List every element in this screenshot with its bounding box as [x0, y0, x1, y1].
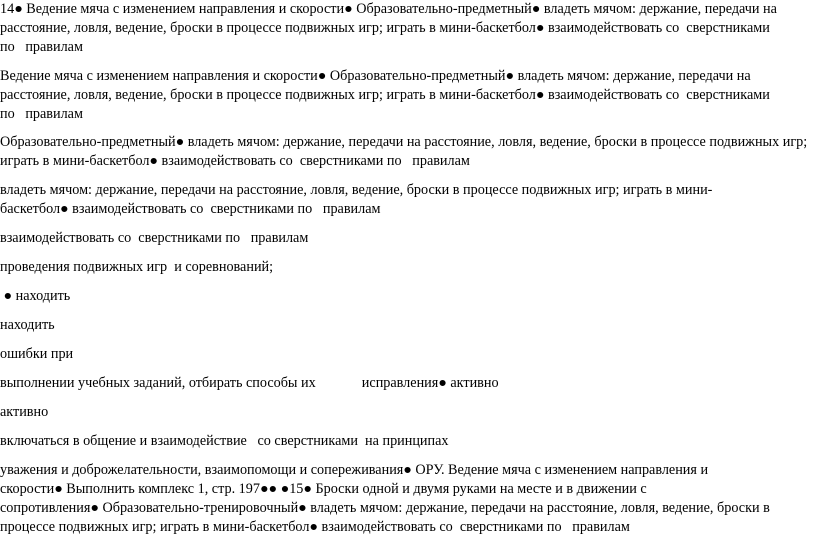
text-line-8: играть в мини-баскетбол● взаимодействовать со сверстниками по правилам	[0, 153, 470, 169]
text-line-7: Образовательно-предметный● владеть мячом: держание, передачи на расстояние, ловля, ведение, броски в процессе подвижных игр;	[0, 134, 808, 150]
text-line-17: активно	[0, 404, 49, 420]
text-line-19: уважения и доброжелательности, взаимопомощи и сопереживания● ОРУ. Ведение мяча с изменением направления и	[0, 462, 709, 478]
text-line-12: проведения подвижных игр и соревнований;	[0, 259, 274, 275]
text-line-15: ошибки при	[0, 346, 74, 362]
text-line-11: взаимодействовать со сверстниками по правилам	[0, 230, 309, 246]
text-line-5: расстояние, ловля, ведение, броски в процессе подвижных игр; играть в мини-баскетбол● взаимодействовать со сверстниками	[0, 87, 770, 103]
text-line-22: процессе подвижных игр; играть в мини-баскетбол● взаимодействовать со сверстниками по правилам	[0, 519, 630, 535]
text-line-6: по правилам	[0, 106, 83, 122]
text-line-14: находить	[0, 317, 55, 333]
text-line-9: владеть мячом: держание, передачи на расстояние, ловля, ведение, броски в процессе подвижных игр; играть в мини-	[0, 182, 713, 198]
text-line-20: скорости● Выполнить комплекс 1, стр. 197●● ●15● Броски одной и двумя руками на месте и в движении с	[0, 481, 647, 497]
text-line-18: включаться в общение и взаимодействие со сверстниками на принципах	[0, 433, 449, 449]
text-line-21: сопротивления● Образовательно-тренировочный● владеть мячом: держание, передачи на расстояние, ловля, ведение, броски в	[0, 500, 770, 516]
text-line-3: по правилам	[0, 39, 83, 55]
text-line-13: ● находить	[0, 288, 71, 304]
text-line-4: Ведение мяча с изменением направления и скорости● Образовательно-предметный● владеть мячом: держание, передачи на	[0, 68, 751, 84]
text-line-1: 14● Ведение мяча с изменением направления и скорости● Образовательно-предметный● владеть мячом: держание, передачи на	[0, 1, 777, 17]
text-line-2: расстояние, ловля, ведение, броски в процессе подвижных игр; играть в мини-баскетбол● взаимодействовать со сверстниками	[0, 20, 770, 36]
text-line-16: выполнении учебных заданий, отбирать способы их исправления● активно	[0, 375, 499, 391]
text-line-10: баскетбол● взаимодействовать со сверстниками по правилам	[0, 201, 381, 217]
